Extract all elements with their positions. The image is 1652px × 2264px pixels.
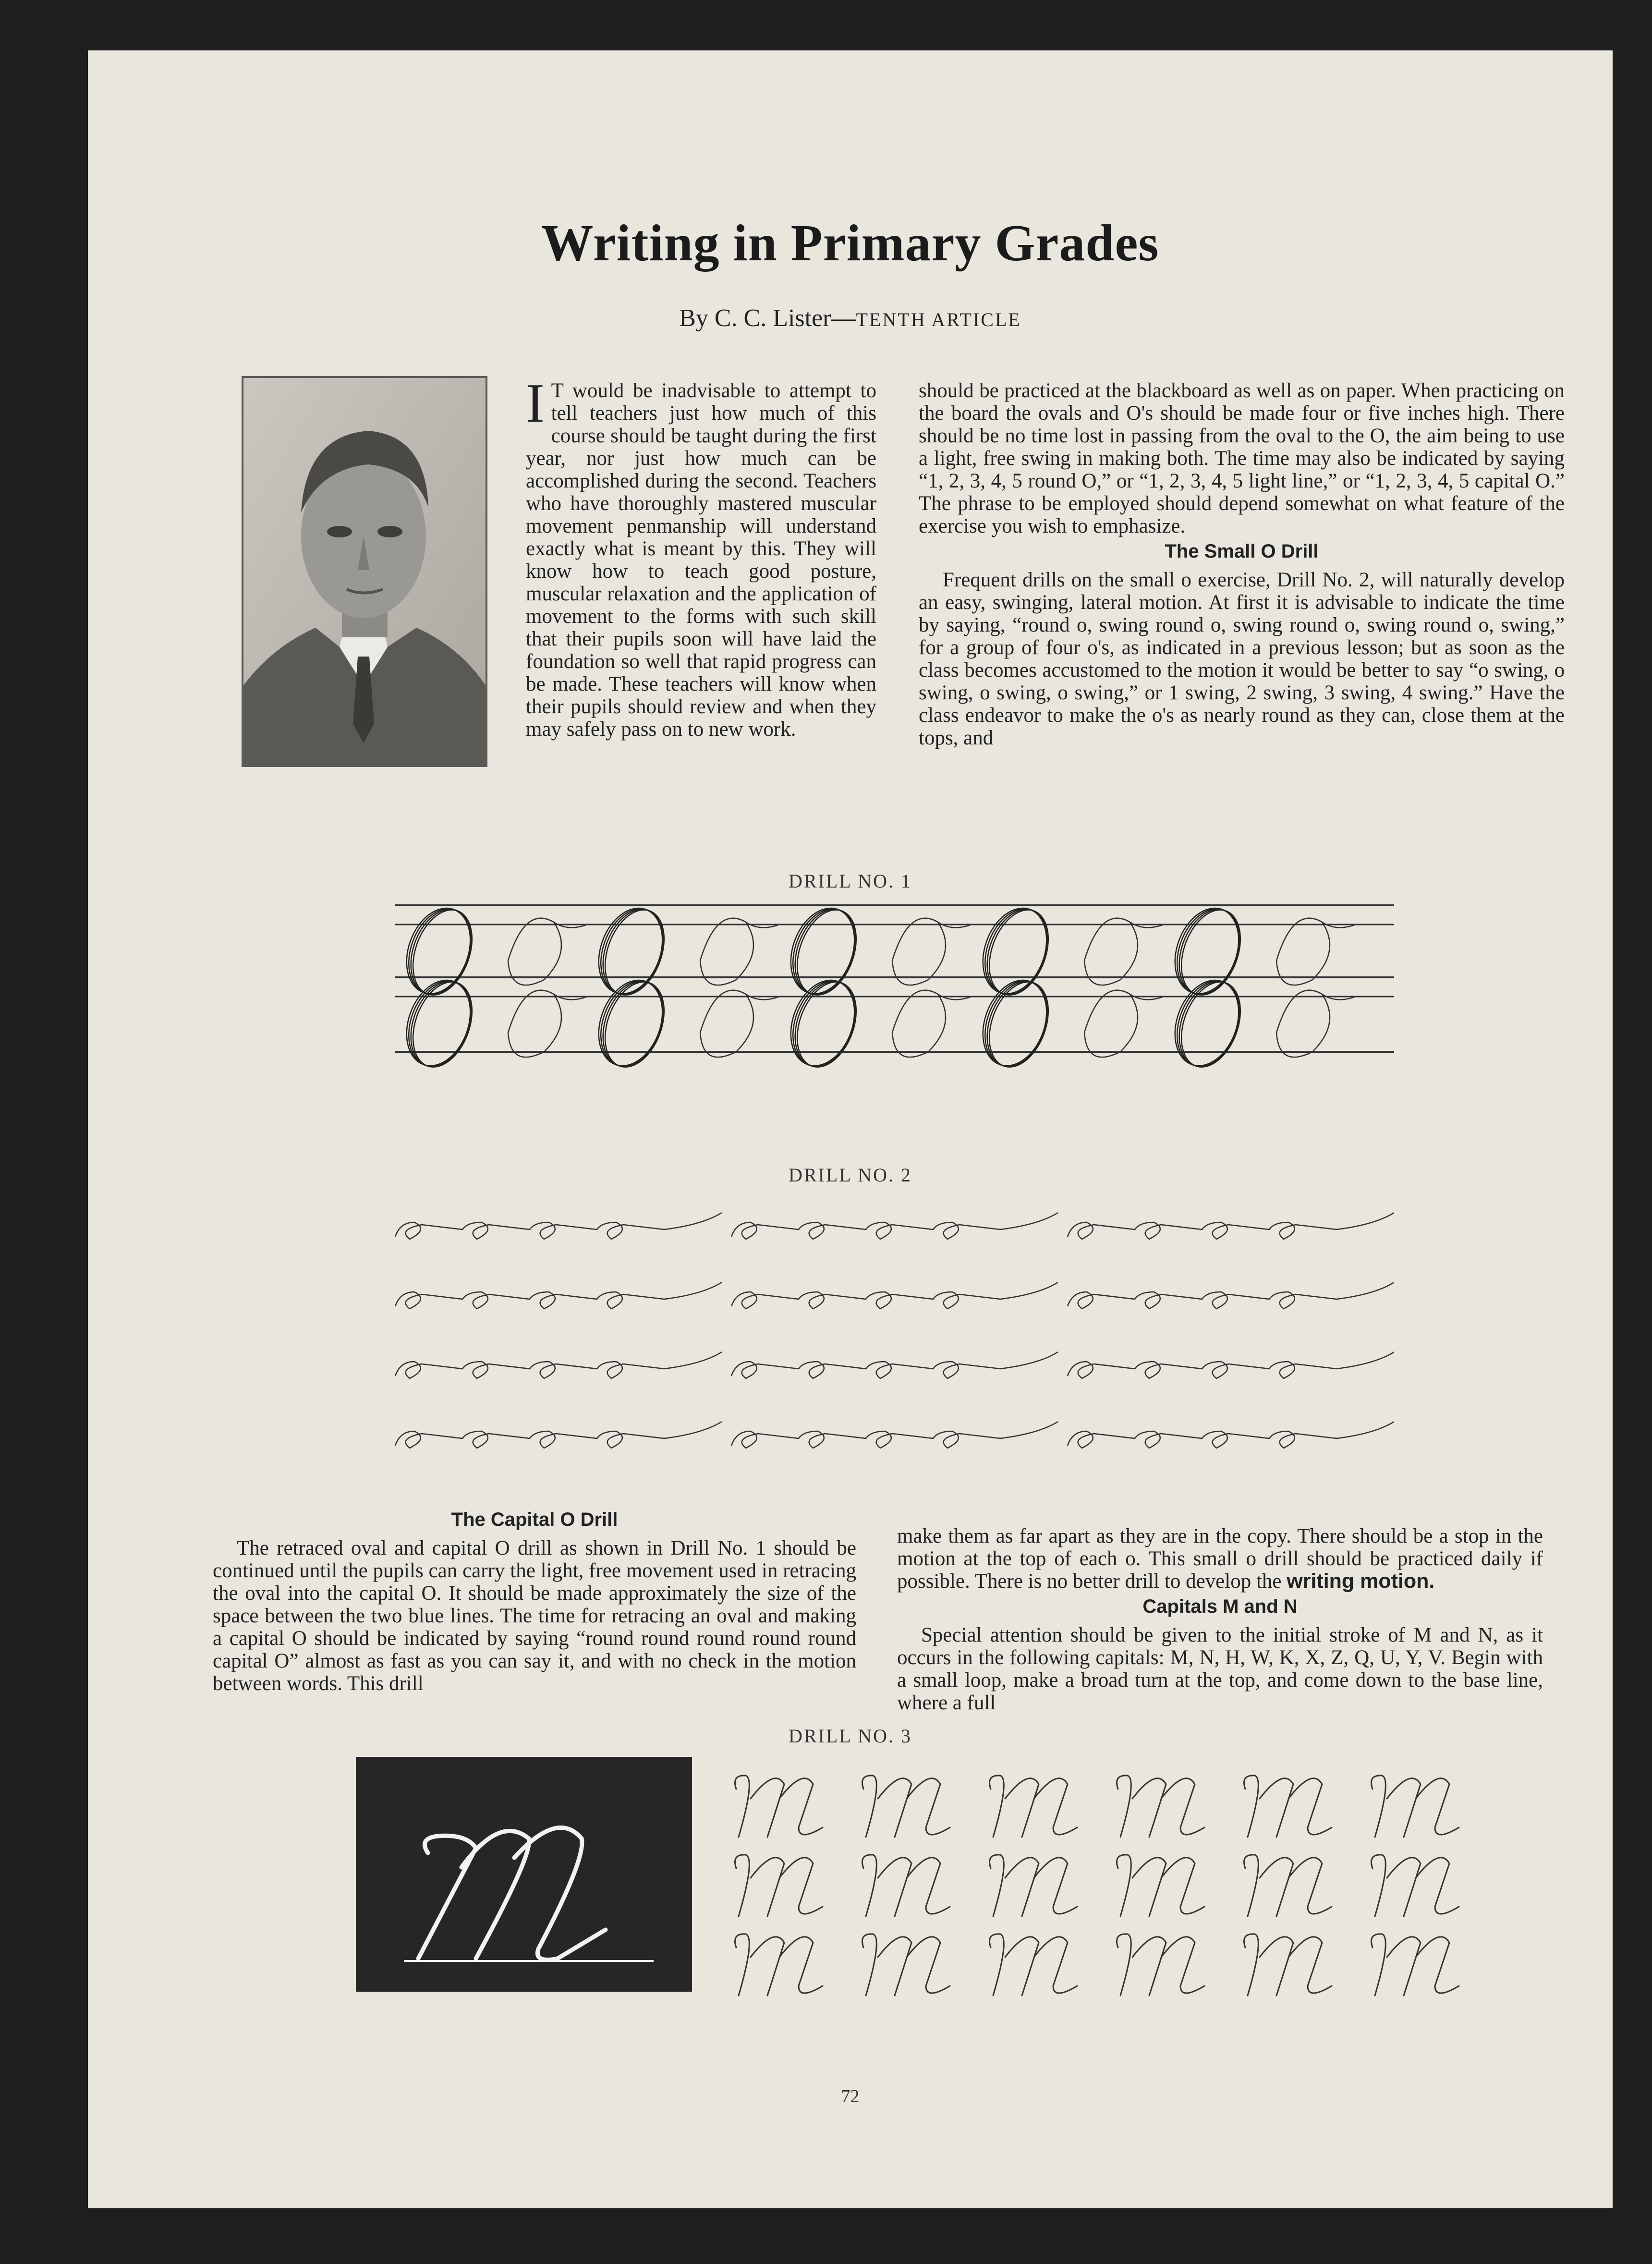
capital-o: [892, 918, 972, 985]
author-portrait: [242, 376, 487, 767]
intro-column: [526, 373, 876, 741]
small-o-group: [1068, 1422, 1394, 1448]
script-capital-m: [1244, 1776, 1332, 1837]
small-o-group: [731, 1282, 1058, 1309]
script-capital-m: [735, 1855, 823, 1916]
capital-m-model: [356, 1757, 692, 1992]
drill-1-label: DRILL NO. 1: [788, 870, 912, 892]
retraced-oval: [1164, 899, 1251, 1003]
drill-2-label: DRILL NO. 2: [788, 1164, 912, 1186]
drill-1-figure: [395, 896, 1394, 1069]
capital-o: [1084, 918, 1164, 985]
small-o-group: [395, 1352, 722, 1378]
capital-o: [1084, 990, 1164, 1057]
capital-o: [700, 918, 779, 985]
author-name: C. C. Lister: [714, 304, 831, 332]
right-column-bottom: [897, 1525, 1543, 1714]
script-capital-m: [1372, 1934, 1459, 1996]
script-capital-m: [1117, 1776, 1205, 1837]
retraced-oval: [972, 971, 1059, 1069]
small-o-continued: make them as far apart as they are in the copy. There should be a stop in the motion at the top of each o. This small o drill should be practiced daily if possible. There is no better drill to develop the: [897, 1525, 1543, 1593]
capital-o: [700, 990, 779, 1057]
byline-prefix: By: [679, 304, 708, 332]
retraced-oval: [395, 971, 483, 1069]
page-number: 72: [841, 2086, 860, 2106]
script-capital-m: [735, 1776, 823, 1837]
capital-o-heading: The Capital O Drill: [451, 1509, 618, 1530]
script-capital-m: [1117, 1855, 1205, 1916]
script-capital-m: [1372, 1776, 1459, 1837]
retraced-oval: [395, 899, 483, 1003]
retraced-oval: [1164, 971, 1251, 1069]
right-top-paragraph: should be practiced at the blackboard as well as on paper. When practicing on the board the ovals and O's should be made four or five inches high. There should be no time lost in passing from the oval to the O, the aim being to use a light, free swing in making both. The time may also be indicated by saying “1, 2, 3, 4, 5 round O,” or “1, 2, 3, 4, 5 light line,” or “1, 2, 3, 4, 5 capital O.” The phrase to be employed should depend somewhat on what feature of the exercise you wish to emphasize.: [919, 379, 1565, 537]
drop-cap: I: [526, 373, 545, 434]
series-label: TENTH ARTICLE: [856, 309, 1021, 330]
small-o-group: [395, 1422, 722, 1448]
script-capital-m: [1244, 1934, 1332, 1996]
small-o-group: [731, 1213, 1058, 1239]
drill-2-marks: [395, 1213, 1394, 1448]
script-capital-m: [990, 1855, 1078, 1916]
drill-3-label: DRILL NO. 3: [788, 1725, 912, 1747]
small-o-group: [1068, 1213, 1394, 1239]
article-title: Writing in Primary Grades: [541, 215, 1159, 272]
small-o-group: [731, 1352, 1058, 1378]
script-capital-m: [1372, 1855, 1459, 1916]
byline: By C. C. Lister—TENTH ARTICLE: [679, 304, 1021, 332]
mn-paragraph: Special attention should be given to the initial stroke of M and N, as it occurs in the following capitals: M, N, H, W, K, X, Z, Q, U, Y, V. Begin with a small loop, make a broad turn at the top, and come down to the base line, where a full: [897, 1624, 1543, 1714]
small-o-group: [731, 1422, 1058, 1448]
script-capital-m: [1244, 1855, 1332, 1916]
small-o-group: [1068, 1352, 1394, 1378]
drill-3-marks: [735, 1776, 1459, 1996]
capital-o: [1276, 990, 1356, 1057]
retraced-oval: [587, 971, 675, 1069]
script-capital-m: [862, 1776, 950, 1837]
capital-m-script: [356, 1757, 692, 1992]
drill-2-figure: [386, 1198, 1394, 1467]
right-column-top: [919, 379, 1565, 749]
mn-heading: Capitals M and N: [1142, 1596, 1298, 1617]
capital-o: [508, 918, 587, 985]
script-capital-m: [990, 1934, 1078, 1996]
drill-3-figure: [717, 1755, 1495, 2024]
script-capital-m: [990, 1776, 1078, 1837]
script-capital-m: [1117, 1934, 1205, 1996]
script-capital-m: [862, 1855, 950, 1916]
small-o-paragraph: Frequent drills on the small o exercise, Drill No. 2, will naturally develop an easy, swinging, lateral motion. At first it is advisable to indicate the time by saying, “round o, swing round o, swing round o, swing round o, swing,” for a group of four o's, as indicated in a previous lesson; but as soon as the class becomes accustomed to the motion it would be better to say “o swing, o swing, o swing, o swing,” or 1 swing, 2 swing, 3 swing, 4 swing.” Have the class endeavor to make the o's as nearly round as they can, close them at the tops, and: [919, 569, 1565, 749]
capital-o: [508, 990, 587, 1057]
capital-o: [892, 990, 972, 1057]
portrait-illustration: [243, 378, 486, 765]
retraced-oval: [587, 899, 675, 1003]
intro-text: T would be inadvisable to attempt to tell teachers just how much of this course should be taught during the first year, nor just how much can be accomplished during the second. Teachers who have thoroughly mastered muscular movement penmanship will understand exactly what is meant by this. They will know how to teach good posture, muscular relaxation and the application of movement to the forms with such skill that their pupils soon will have laid the foundation so well that rapid progress can be made. These teachers will know when their pupils should review and when they may safely pass on to new work.: [526, 379, 876, 741]
capital-o-column: [213, 1506, 856, 1695]
capital-o: [1276, 918, 1356, 985]
script-capital-m: [862, 1934, 950, 1996]
small-o-group: [1068, 1282, 1394, 1309]
retraced-oval: [779, 899, 867, 1003]
capital-o-paragraph: The retraced oval and capital O drill as shown in Drill No. 1 should be continued until the pupils can carry the light, free movement used in retracing the oval into the capital O. It should be made approximately the size of the space between the two blue lines. The time for retracing an oval and making a capital O should be indicated by saying “round round round round round capital O” almost as fast as you can say it, and with no check in the motion between words. This drill: [213, 1537, 856, 1695]
magazine-page: [88, 50, 1613, 2208]
retraced-oval: [779, 971, 867, 1069]
small-o-heading: The Small O Drill: [1165, 541, 1319, 562]
script-capital-m: [735, 1934, 823, 1996]
writing-motion-phrase: writing motion.: [1287, 1570, 1435, 1593]
retraced-oval: [972, 899, 1059, 1003]
small-o-group: [395, 1213, 722, 1239]
small-o-group: [395, 1282, 722, 1309]
